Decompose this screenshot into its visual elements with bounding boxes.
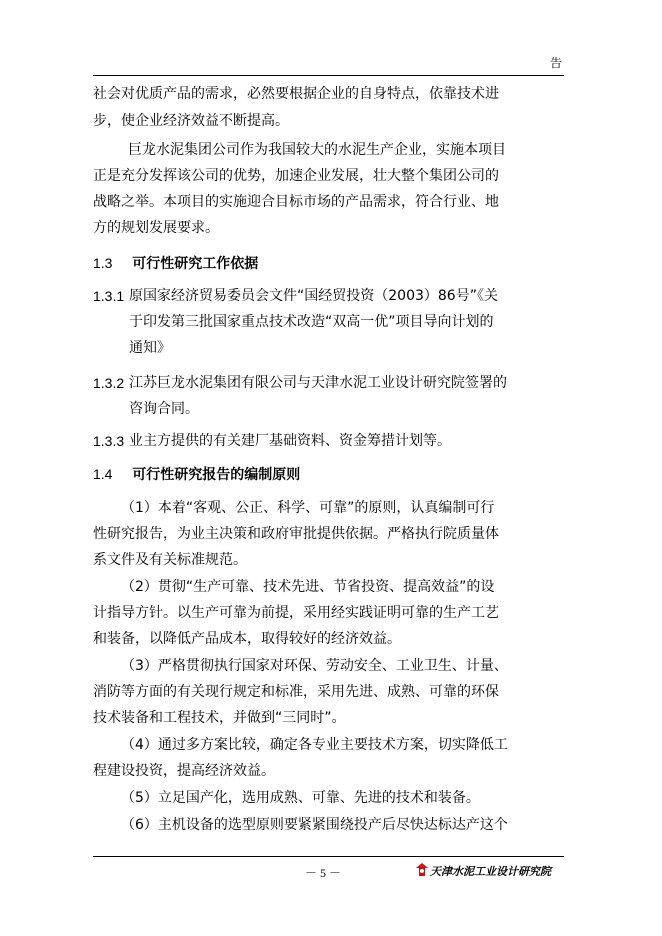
paragraph-line: 消防等方面的有关现行规定和标准，采用先进、成熟、可靠的环保 — [93, 684, 499, 700]
section-heading-1-4 — [93, 464, 300, 484]
running-header-mark: 告 — [549, 56, 562, 70]
paragraph-line: 步，使企业经济效益不断提高。 — [93, 113, 289, 129]
page-number: － 5 － — [305, 866, 342, 880]
paragraph-line: （4）通过多方案比较，确定各专业主要技术方案，切实降低工 — [121, 737, 508, 753]
item-line: 原国家经济贸易委员会文件“国经贸投资（2003）86号”《关 — [129, 288, 498, 304]
section-heading-1-3 — [93, 253, 258, 273]
paragraph-line: 方的规划发展要求。 — [93, 220, 219, 236]
item-line: 业主方提供的有关建厂基础资料、资金筹措计划等。 — [129, 433, 451, 449]
section-title: 可行性研究工作依据 — [132, 256, 259, 272]
item-number: 1.3.2 — [93, 375, 125, 391]
paragraph-line: （6）主机设备的选型原则要紧紧围绕投产后尽快达标达产这个 — [121, 817, 508, 833]
paragraph-line: 技术装备和工程技术，并做到“三同时”。 — [93, 710, 346, 726]
item-line: 通知》 — [129, 340, 171, 356]
section-title: 可行性研究报告的编制原则 — [132, 467, 301, 483]
logo-dot — [420, 869, 424, 873]
section-number: 1.3 — [93, 255, 113, 271]
paragraph-line: 程建设投资，提高经济效益。 — [93, 763, 275, 779]
header-rule — [93, 75, 564, 76]
item-number: 1.3.1 — [93, 288, 125, 304]
paragraph-line: （3）严格贯彻执行国家对环保、劳动安全、工业卫生、计量、 — [121, 658, 508, 674]
paragraph-line: 战略之举。本项目的实施迎合目标市场的产品需求，符合行业、地 — [93, 194, 499, 210]
paragraph-line: （5）立足国产化，选用成熟、可靠、先进的技术和装备。 — [121, 790, 480, 806]
paragraph-line: 计指导方针。以生产可靠为前提，采用经实践证明可靠的生产工艺 — [93, 605, 499, 621]
item-line: 咨询合同。 — [129, 401, 199, 417]
tcdri-logo-icon — [414, 862, 430, 878]
item-line: 于印发第三批国家重点技术改造“双高一优”项目导向计划的 — [129, 314, 494, 330]
paragraph-line: 巨龙水泥集团公司作为我国较大的水泥生产企业，实施本项目 — [128, 142, 506, 158]
paragraph-line: （1）本着“客观、公正、科学、可靠”的原则，认真编制可行 — [121, 500, 495, 516]
institute-name: 天津水泥工业设计研究院 — [430, 865, 551, 878]
footer-rule — [93, 856, 564, 857]
paragraph-line: （2）贯彻“生产可靠、技术先进、节省投资、提高效益”的设 — [121, 579, 495, 595]
paragraph-line: 和装备，以降低产品成本，取得较好的经济效益。 — [93, 631, 401, 647]
section-number: 1.4 — [93, 466, 113, 482]
item-number: 1.3.3 — [93, 433, 125, 449]
paragraph-line: 正是充分发挥该公司的优势，加速企业发展，壮大整个集团公司的 — [93, 168, 499, 184]
item-line: 江苏巨龙水泥集团有限公司与天津水泥工业设计研究院签署的 — [129, 375, 507, 391]
paragraph-line: 社会对优质产品的需求，必然要根据企业的自身特点，依靠技术进 — [93, 86, 499, 102]
paragraph-line: 性研究报告，为业主决策和政府审批提供依据。严格执行院质量体 — [93, 526, 499, 542]
paragraph-line: 系文件及有关标准规范。 — [93, 552, 247, 568]
